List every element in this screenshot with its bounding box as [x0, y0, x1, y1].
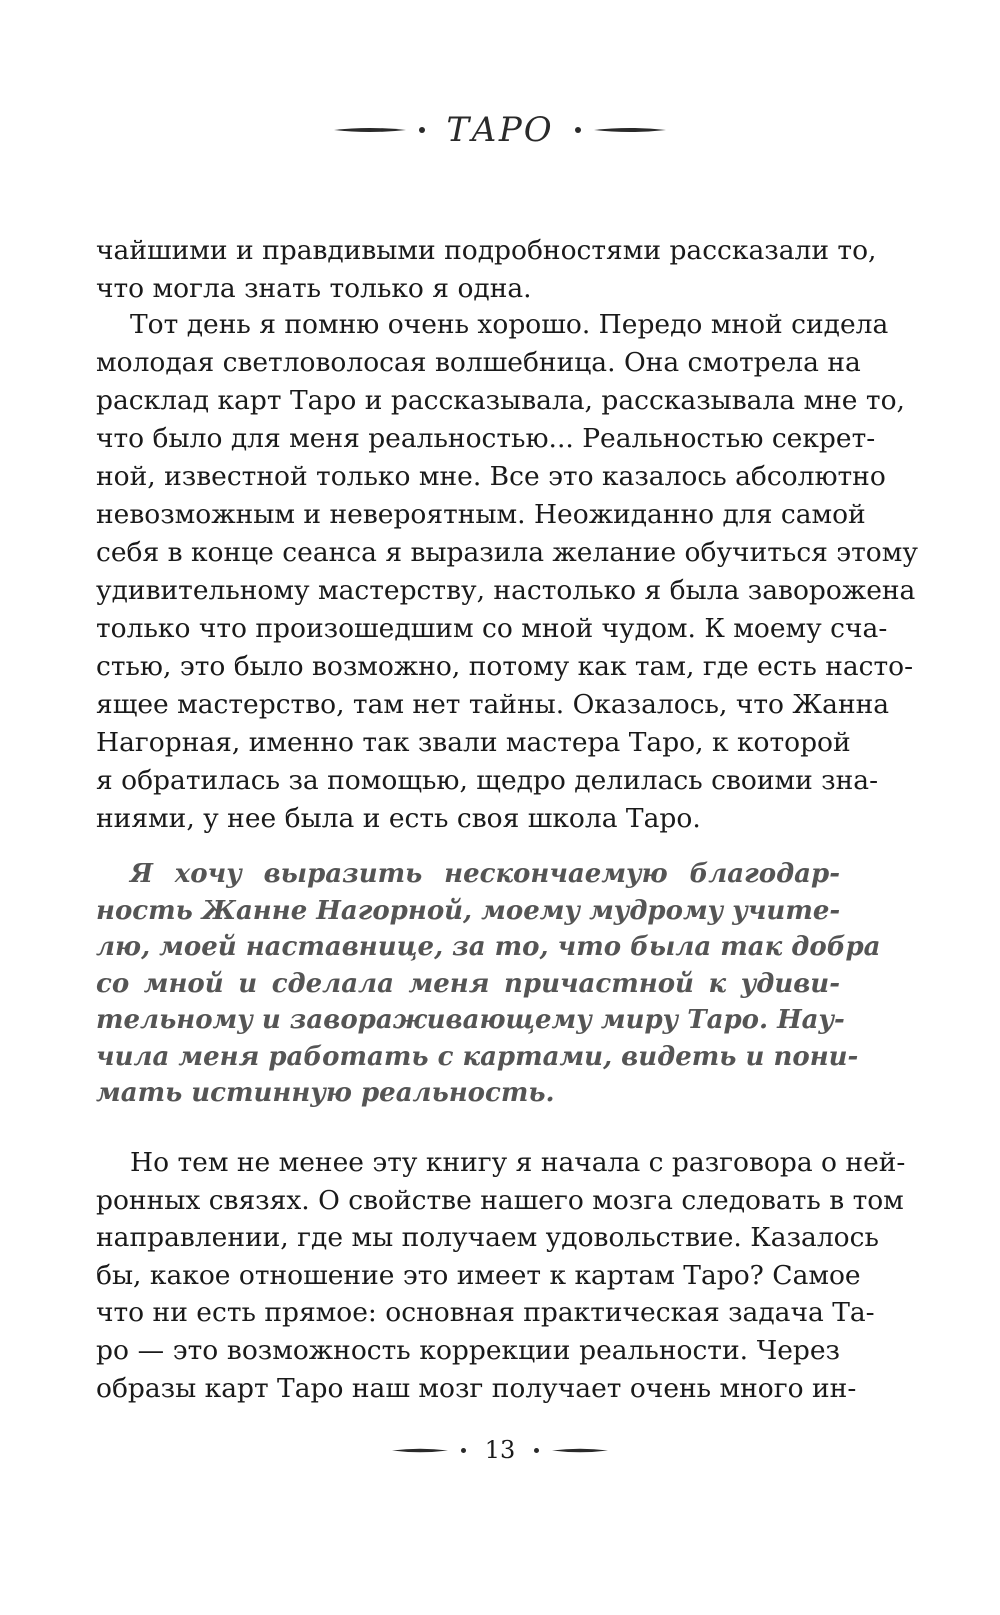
- text-line: Но тем не менее эту книгу я начала с разговора о ней-: [130, 1147, 906, 1178]
- text-line: что ни есть прямое: основная практическая задача Та-: [96, 1297, 875, 1329]
- left-swash-icon: [334, 125, 406, 135]
- footer-right-ornament: [533, 1446, 608, 1455]
- right-swash-icon: [594, 125, 666, 135]
- text-line: что было для меня реальностью... Реальностью секрет-: [96, 423, 876, 454]
- folio: [0, 1432, 1000, 1468]
- left-ornament: [334, 125, 426, 135]
- quote-line: Я хочу выразить нескончаемую благодар-: [130, 859, 840, 889]
- text-line: я обратилась за помощью, щедро делилась своими зна-: [96, 765, 879, 796]
- text-line: стью, это было возможно, потому как там, где есть насто-: [96, 651, 914, 682]
- text-line: направлении, где мы получаем удовольствие. Казалось: [96, 1222, 879, 1254]
- paragraph-1-end: [96, 270, 840, 308]
- text-line: ящее мастерство, там нет тайны. Оказалось, что Жанна: [96, 689, 890, 720]
- quote-line: тельному и завораживающему миру Таро. Нау-: [96, 1005, 845, 1035]
- running-title: ТАРО: [446, 110, 554, 150]
- text-line: ро — это возможность коррекции реальности. Через: [96, 1334, 840, 1366]
- text-line: молодая светловолосая волшебница. Она смотрела на: [96, 347, 861, 378]
- footer-right-dot-icon: [533, 1447, 540, 1454]
- quote-line: со мной и сделала меня причастной к удиви-: [96, 968, 840, 999]
- paragraph-3: [96, 1144, 906, 1407]
- text-line: Тот день я помню очень хорошо. Передо мной сидела: [130, 309, 889, 340]
- text-line: расклад карт Таро и рассказывала, рассказывала мне то,: [96, 385, 905, 416]
- page-number: 13: [484, 1436, 516, 1464]
- text-line: что могла знать только я одна.: [96, 273, 532, 304]
- right-dot-icon: [574, 126, 582, 134]
- running-head: [0, 110, 1000, 150]
- footer-left-dot-icon: [460, 1447, 467, 1454]
- quote-line: лю, моей наставнице, за то, что была так добра: [96, 932, 881, 962]
- quote-line: мать истинную реальность.: [96, 1078, 555, 1108]
- footer-left-ornament: [392, 1446, 467, 1455]
- text-line: ниями, у нее была и есть своя школа Таро.: [96, 803, 701, 834]
- text-line: себя в конце сеанса я выразила желание обучиться этому: [96, 537, 918, 568]
- text-line: только что произошедшим со мной чудом. К моему сча-: [96, 613, 888, 644]
- right-ornament: [574, 125, 666, 135]
- text-line: Нагорная, именно так звали мастера Таро, к которой: [96, 727, 851, 758]
- acknowledgement-quote: [96, 856, 881, 1112]
- text-line: ронных связях. О свойстве нашего мозга следовать в том: [96, 1184, 904, 1216]
- footer-left-swash-icon: [392, 1446, 448, 1455]
- quote-line: чила меня работать с картами, видеть и пони-: [96, 1041, 859, 1072]
- footer-right-swash-icon: [552, 1446, 608, 1455]
- text-line: ной, известной только мне. Все это казалось абсолютно: [96, 461, 886, 492]
- left-dot-icon: [418, 126, 426, 134]
- paragraph-2: [96, 306, 918, 838]
- paragraph-1: [96, 232, 877, 270]
- text-line: невозможным и невероятным. Неожиданно для самой: [96, 499, 866, 530]
- text-line: чайшими и правдивыми подробностями рассказали то,: [96, 235, 877, 266]
- text-line: бы, какое отношение это имеет к картам Таро? Самое: [96, 1259, 861, 1291]
- text-line: удивительному мастерству, настолько я была заворожена: [96, 575, 916, 606]
- text-line: образы карт Таро наш мозг получает очень много ин-: [96, 1372, 857, 1404]
- quote-line: ность Жанне Нагорной, моему мудрому учите-: [96, 895, 841, 926]
